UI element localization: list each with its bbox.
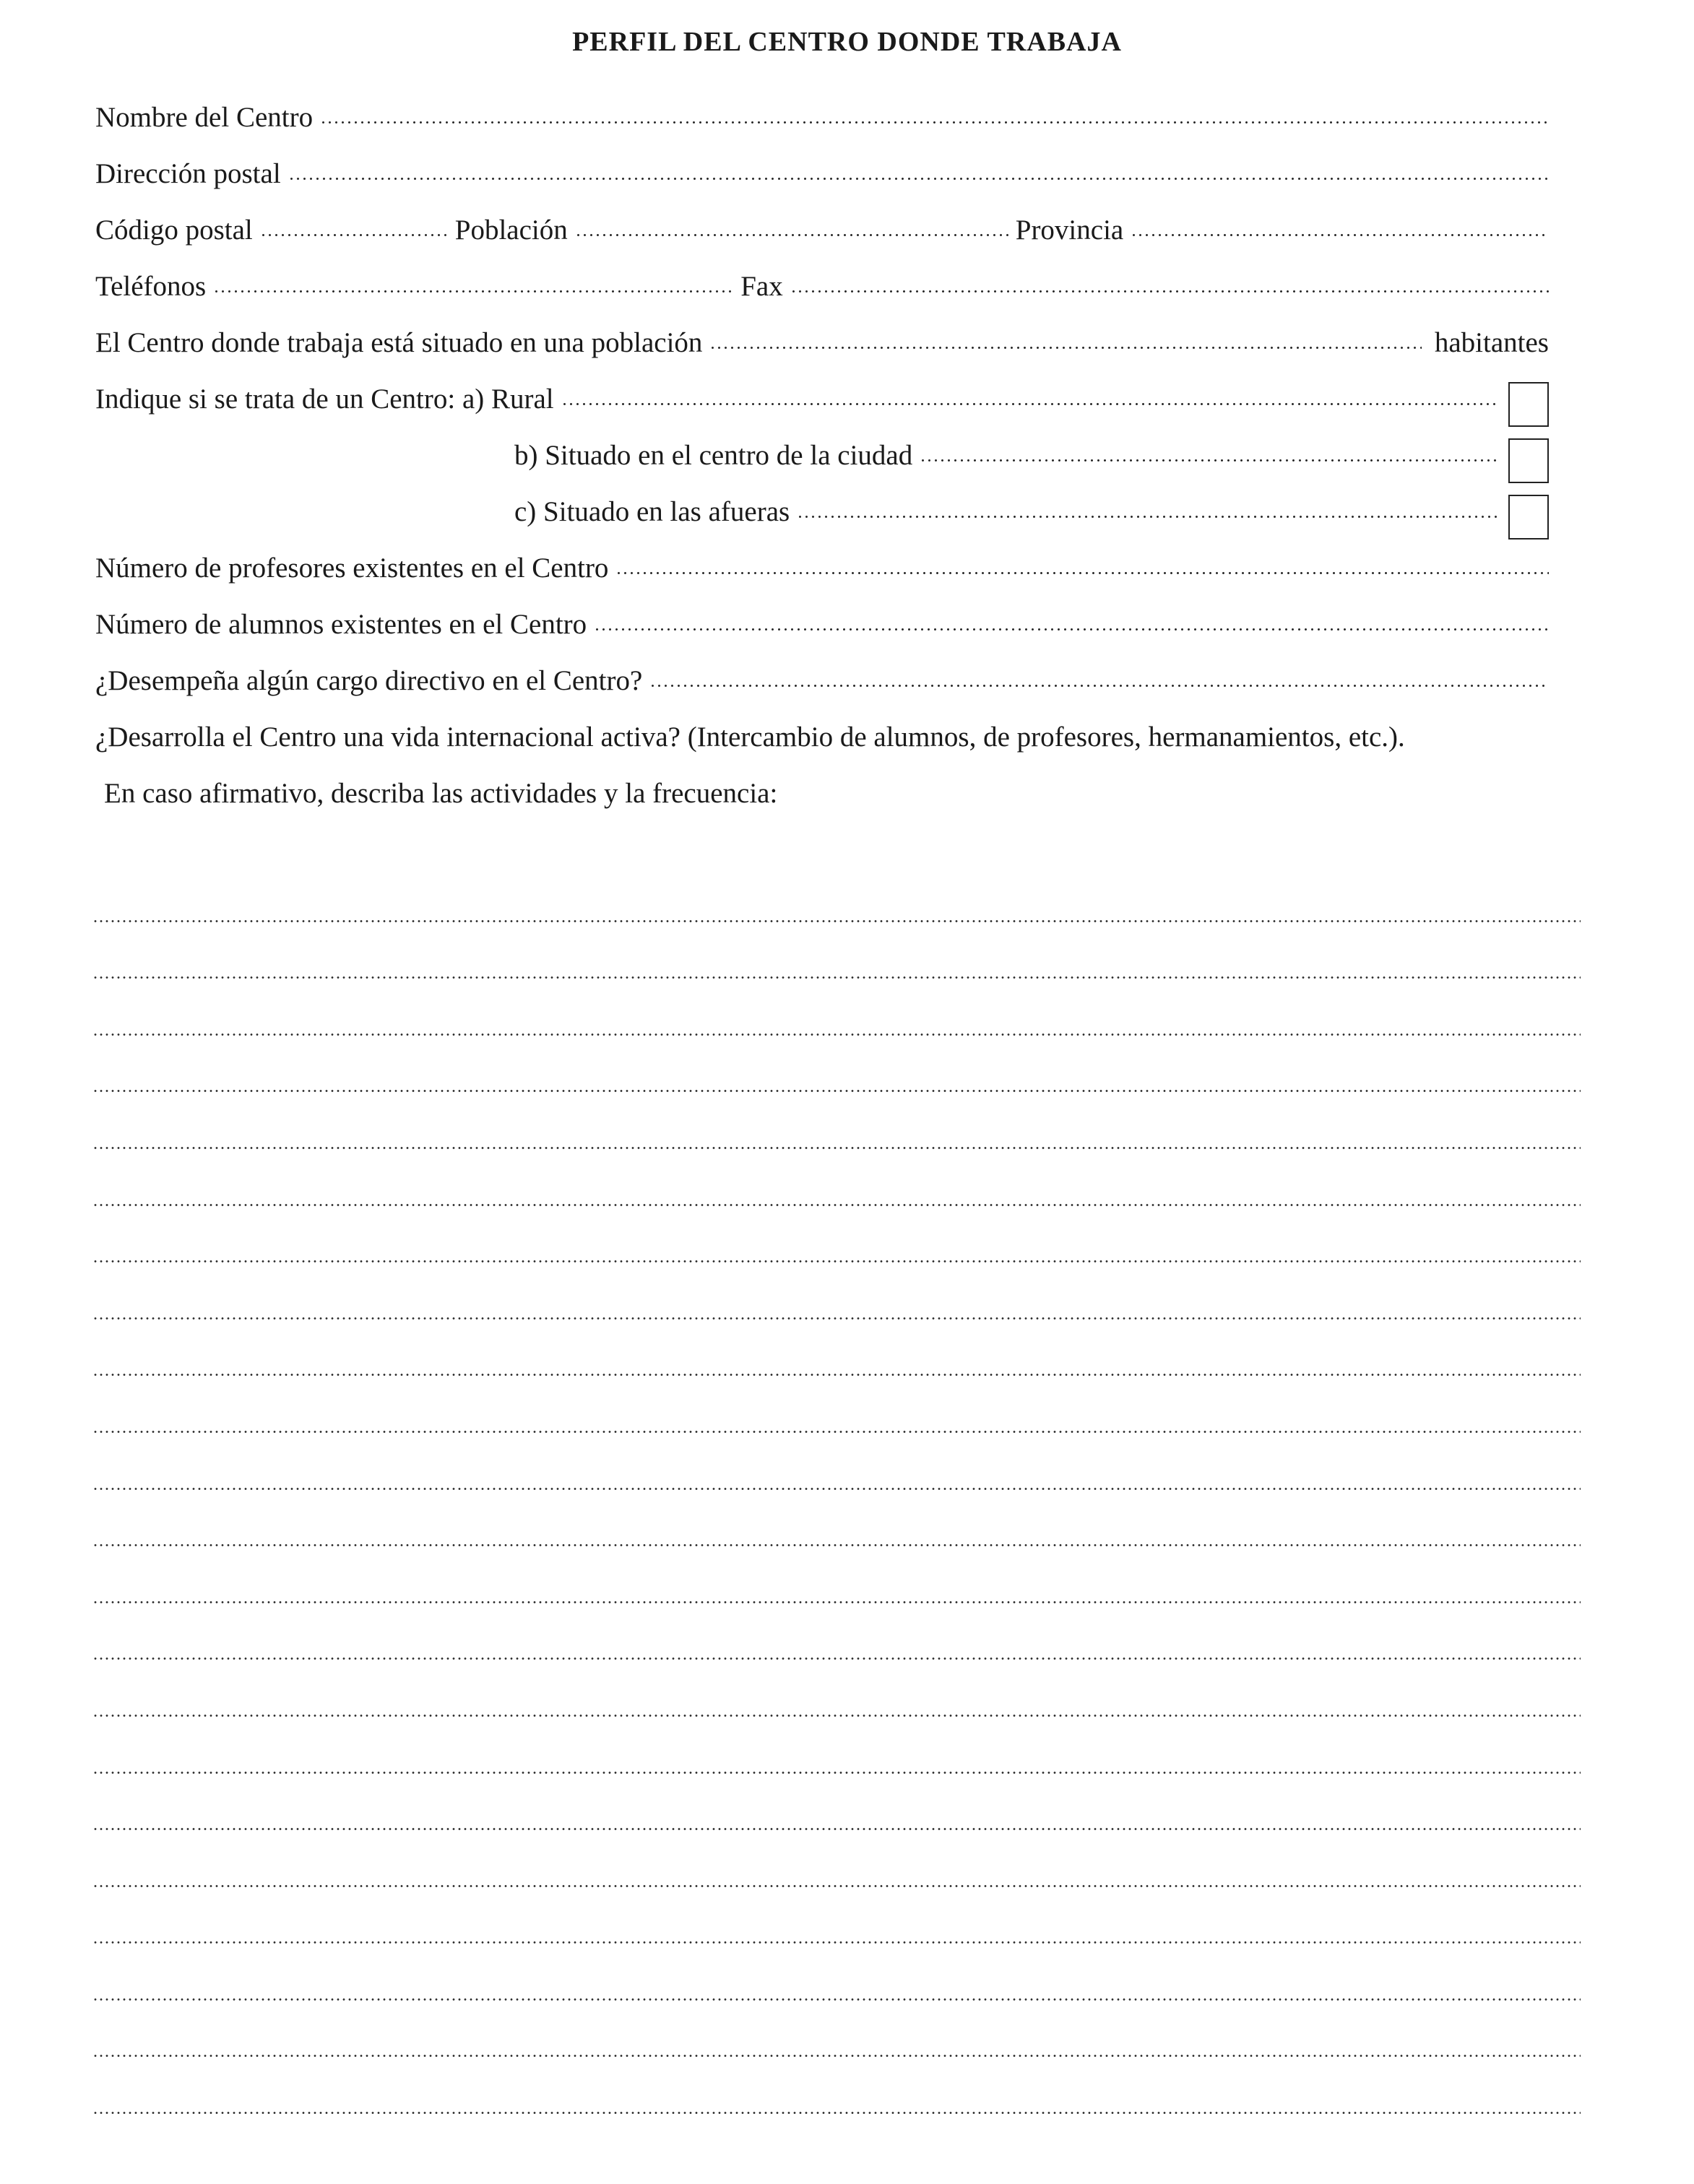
- answer-line[interactable]: [92, 1774, 1581, 1831]
- afueras-checkbox[interactable]: [1508, 495, 1549, 540]
- caso-afirmativo-row: [104, 777, 1557, 820]
- centro-ciudad-row: [514, 439, 1549, 482]
- poblacion-label: Población: [454, 214, 568, 246]
- answer-line[interactable]: [92, 2001, 1581, 2058]
- answer-line[interactable]: [92, 1206, 1581, 1263]
- answer-line[interactable]: [92, 865, 1581, 922]
- alumnos-label: Número de alumnos existentes en el Centro: [95, 609, 587, 640]
- poblacion-size-label: El Centro donde trabaja está situado en una población: [95, 327, 703, 358]
- caso-afirmativo-label: En caso afirmativo, describa las actividades y la frecuencia:: [104, 778, 778, 809]
- provincia-field[interactable]: [1131, 234, 1549, 236]
- nombre-centro-field[interactable]: [320, 121, 1549, 124]
- answer-line[interactable]: [92, 1490, 1581, 1547]
- answer-line[interactable]: [92, 1546, 1581, 1603]
- codigo-postal-row: [95, 214, 1549, 257]
- centro-ciudad-label: b) Situado en el centro de la ciudad: [514, 440, 913, 471]
- answer-line[interactable]: [92, 1149, 1581, 1206]
- page-title: PERFIL DEL CENTRO DONDE TRABAJA: [572, 27, 1122, 57]
- answer-line-dots: [92, 2112, 1581, 2114]
- cargo-directivo-row: [95, 664, 1549, 708]
- alumnos-row: [95, 608, 1549, 651]
- tipo-centro-rural-row: [95, 383, 1549, 426]
- profesores-label: Número de profesores existentes en el Centro: [95, 552, 609, 584]
- afueras-row: [514, 495, 1549, 539]
- direccion-postal-label: Dirección postal: [95, 158, 281, 189]
- codigo-postal-label: Código postal: [95, 214, 253, 246]
- nombre-centro-label: Nombre del Centro: [95, 102, 314, 133]
- vida-internacional-row: [95, 721, 1598, 764]
- afueras-leader-dots: [797, 516, 1497, 518]
- answer-line[interactable]: [92, 2057, 1581, 2114]
- answer-line[interactable]: [92, 1944, 1581, 2001]
- answer-lines-area[interactable]: [92, 865, 1581, 2114]
- telefonos-field[interactable]: [213, 290, 733, 292]
- answer-line[interactable]: [92, 1376, 1581, 1433]
- fax-field[interactable]: [790, 290, 1549, 292]
- direccion-postal-row: [95, 157, 1549, 201]
- answer-line[interactable]: [92, 1660, 1581, 1717]
- provincia-label: Provincia: [1015, 214, 1124, 246]
- profesores-field[interactable]: [615, 572, 1549, 574]
- cargo-directivo-field[interactable]: [649, 685, 1549, 687]
- telefonos-label: Teléfonos: [95, 271, 207, 302]
- telefonos-row: [95, 270, 1549, 313]
- codigo-postal-field[interactable]: [260, 234, 448, 236]
- habitantes-label: habitantes: [1434, 327, 1549, 358]
- answer-line[interactable]: [92, 1320, 1581, 1377]
- poblacion-habitantes-row: [95, 326, 1549, 370]
- rural-checkbox[interactable]: [1508, 382, 1549, 427]
- rural-leader-dots: [561, 403, 1497, 405]
- afueras-label: c) Situado en las afueras: [514, 496, 790, 527]
- nombre-centro-row: [95, 101, 1549, 144]
- habitantes-field[interactable]: [709, 347, 1421, 349]
- answer-line[interactable]: [92, 1092, 1581, 1149]
- answer-line[interactable]: [92, 1887, 1581, 1944]
- alumnos-field[interactable]: [594, 628, 1549, 630]
- cargo-directivo-label: ¿Desempeña algún cargo directivo en el Centro?: [95, 665, 643, 696]
- answer-line[interactable]: [92, 1717, 1581, 1774]
- profesores-row: [95, 552, 1549, 595]
- answer-line[interactable]: [92, 1830, 1581, 1887]
- vida-internacional-label: ¿Desarrolla el Centro una vida internacional activa? (Intercambio de alumnos, de profesores, hermanamientos, etc.).: [95, 722, 1405, 753]
- answer-line[interactable]: [92, 979, 1581, 1036]
- centro-ciudad-leader-dots: [920, 459, 1497, 462]
- answer-line[interactable]: [92, 1603, 1581, 1660]
- answer-line[interactable]: [92, 922, 1581, 979]
- direccion-postal-field[interactable]: [288, 178, 1549, 180]
- centro-ciudad-checkbox[interactable]: [1508, 438, 1549, 483]
- tipo-centro-label: Indique si se trata de un Centro: a) Rural: [95, 384, 554, 415]
- answer-line[interactable]: [92, 1433, 1581, 1490]
- fax-label: Fax: [740, 271, 783, 302]
- poblacion-field[interactable]: [575, 234, 1008, 236]
- answer-line[interactable]: [92, 1262, 1581, 1320]
- answer-line[interactable]: [92, 1036, 1581, 1093]
